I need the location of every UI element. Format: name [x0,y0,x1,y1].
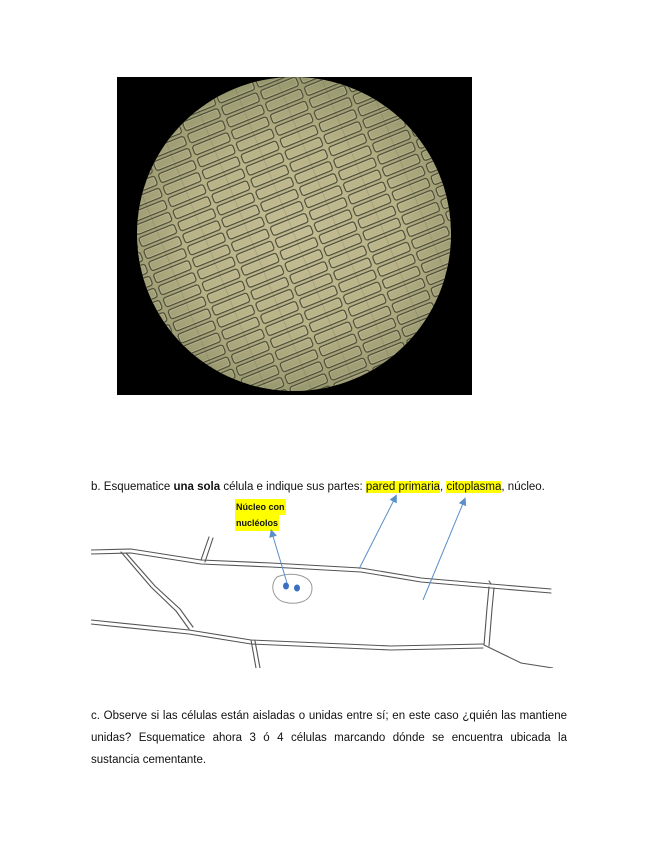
cell-diagram [91,493,553,668]
onion-epidermis-micrograph [117,77,472,395]
nucleus-annotation-line2: nucléolos [235,515,279,531]
question-b-sep: , [440,481,447,493]
question-c: c. Observe si las células están aisladas o unidas entre sí; en este caso ¿quién las mantiene unidas? Esquematice ahora 3 ó 4 células marcando dónde se encuentra ubicada la sustancia cementante. [91,710,567,766]
nucleus-outline [273,574,312,603]
nucleolus-2 [294,585,300,592]
cell-wall-bottom [91,620,483,646]
arrow-to-pared-primaria [359,498,395,569]
nucleus-annotation-line1: Núcleo con [235,499,286,515]
nucleolus-1 [283,583,289,590]
question-b-middle: célula e indique sus partes: [220,481,366,493]
arrow-to-nucleus [272,533,287,583]
question-b-bold: una sola [173,481,221,493]
question-b-suffix: , núcleo. [501,481,545,493]
highlight-citoplasma: citoplasma [446,481,502,493]
cell-wall-right [484,587,489,645]
question-b [91,480,571,494]
cell-wall-left [121,552,189,629]
cell-wall-top [91,549,551,589]
question-b-prefix: b. Esquematice [91,481,174,493]
highlight-pared-primaria: pared primaria [365,481,441,493]
